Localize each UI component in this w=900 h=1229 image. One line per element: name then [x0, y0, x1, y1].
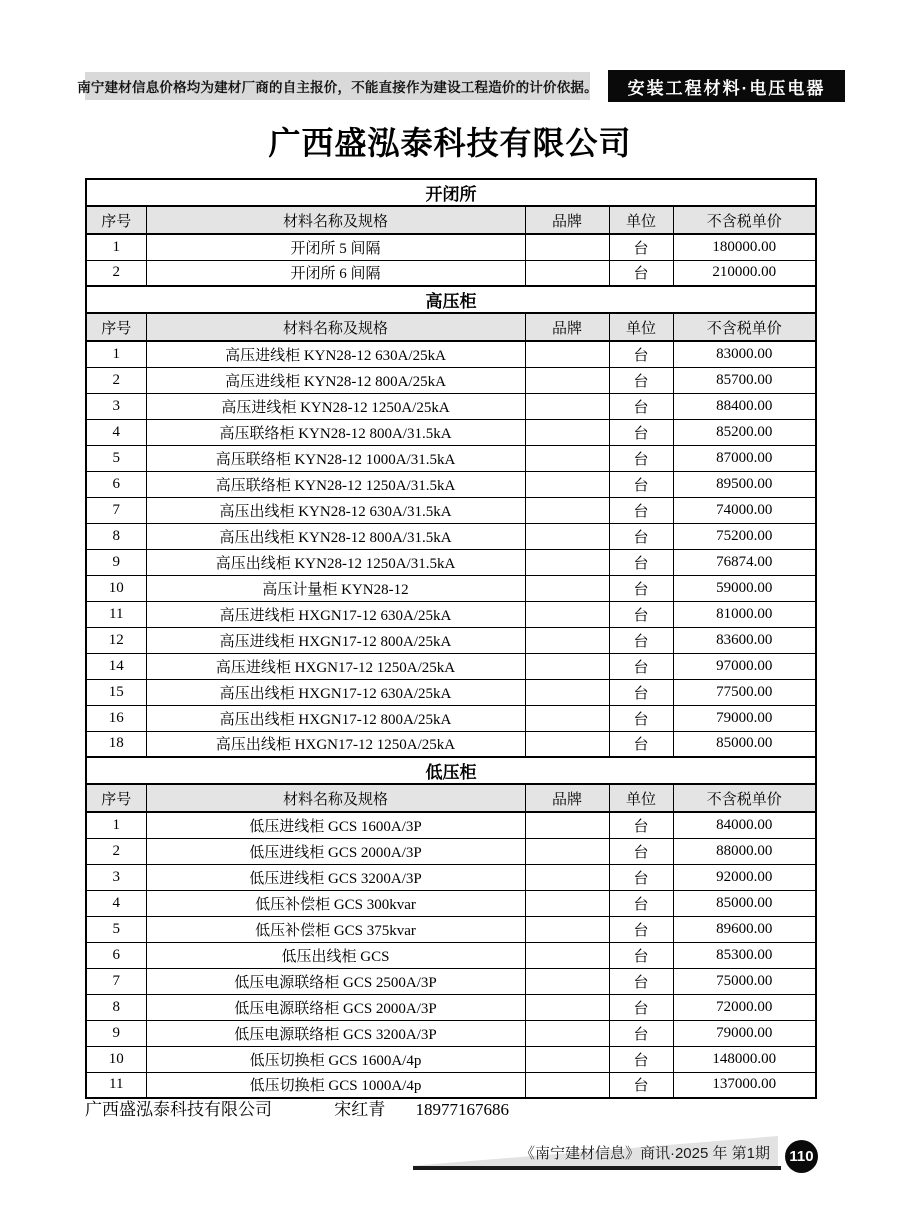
price-table-body — [86, 179, 816, 1098]
cell-material-name: 高压出线柜 HXGN17-12 800A/25kA — [146, 705, 525, 731]
cell-price: 83000.00 — [673, 341, 816, 367]
table-row — [86, 471, 816, 497]
cell-unit: 台 — [609, 812, 673, 838]
cell-brand — [525, 1046, 609, 1072]
cell-index: 12 — [86, 627, 146, 653]
cell-material-name: 开闭所 5 间隔 — [146, 234, 525, 260]
cell-price: 180000.00 — [673, 234, 816, 260]
section-title-row — [86, 179, 816, 206]
cell-unit: 台 — [609, 968, 673, 994]
cell-brand — [525, 968, 609, 994]
cell-material-name: 高压进线柜 KYN28-12 630A/25kA — [146, 341, 525, 367]
table-row — [86, 731, 816, 757]
cell-unit: 台 — [609, 864, 673, 890]
cell-material-name: 高压进线柜 KYN28-12 1250A/25kA — [146, 393, 525, 419]
cell-brand — [525, 942, 609, 968]
table-row — [86, 234, 816, 260]
cell-index: 18 — [86, 731, 146, 757]
cell-price: 75200.00 — [673, 523, 816, 549]
cell-material-name: 低压进线柜 GCS 3200A/3P — [146, 864, 525, 890]
cell-index: 16 — [86, 705, 146, 731]
table-row — [86, 994, 816, 1020]
cell-brand — [525, 341, 609, 367]
cell-unit: 台 — [609, 731, 673, 757]
table-row — [86, 864, 816, 890]
cell-index: 8 — [86, 994, 146, 1020]
column-header: 序号 — [86, 313, 146, 341]
cell-unit: 台 — [609, 497, 673, 523]
cell-unit: 台 — [609, 341, 673, 367]
cell-price: 88400.00 — [673, 393, 816, 419]
cell-material-name: 高压联络柜 KYN28-12 800A/31.5kA — [146, 419, 525, 445]
cell-price: 76874.00 — [673, 549, 816, 575]
cell-brand — [525, 367, 609, 393]
cell-material-name: 高压进线柜 HXGN17-12 630A/25kA — [146, 601, 525, 627]
cell-unit: 台 — [609, 393, 673, 419]
page-title: 广西盛泓泰科技有限公司 — [268, 125, 632, 161]
cell-index: 1 — [86, 234, 146, 260]
section-title-row — [86, 757, 816, 784]
cell-index: 10 — [86, 1046, 146, 1072]
cell-brand — [525, 864, 609, 890]
cell-brand — [525, 994, 609, 1020]
price-table — [85, 178, 817, 1099]
cell-brand — [525, 679, 609, 705]
cell-material-name: 高压进线柜 KYN28-12 800A/25kA — [146, 367, 525, 393]
column-header: 单位 — [609, 784, 673, 812]
cell-material-name: 高压出线柜 KYN28-12 630A/31.5kA — [146, 497, 525, 523]
table-row — [86, 1046, 816, 1072]
cell-material-name: 低压切换柜 GCS 1000A/4p — [146, 1072, 525, 1098]
cell-index: 2 — [86, 260, 146, 286]
table-row — [86, 549, 816, 575]
cell-unit: 台 — [609, 260, 673, 286]
cell-unit: 台 — [609, 471, 673, 497]
cell-price: 79000.00 — [673, 705, 816, 731]
table-row — [86, 445, 816, 471]
cell-unit: 台 — [609, 942, 673, 968]
cell-brand — [525, 627, 609, 653]
cell-price: 148000.00 — [673, 1046, 816, 1072]
cell-price: 74000.00 — [673, 497, 816, 523]
cell-index: 6 — [86, 942, 146, 968]
cell-material-name: 高压出线柜 KYN28-12 800A/31.5kA — [146, 523, 525, 549]
cell-unit: 台 — [609, 367, 673, 393]
cell-index: 6 — [86, 471, 146, 497]
table-row — [86, 838, 816, 864]
cell-brand — [525, 497, 609, 523]
cell-unit: 台 — [609, 838, 673, 864]
cell-brand — [525, 549, 609, 575]
page-number: 110 — [789, 1148, 814, 1165]
cell-index: 4 — [86, 890, 146, 916]
cell-brand — [525, 419, 609, 445]
table-row — [86, 367, 816, 393]
cell-brand — [525, 705, 609, 731]
contact-person: 宋红青 — [334, 1100, 386, 1119]
cell-material-name: 高压出线柜 HXGN17-12 1250A/25kA — [146, 731, 525, 757]
cell-unit: 台 — [609, 1072, 673, 1098]
page-number-badge — [785, 1140, 818, 1173]
disclaimer-text: 南宁建材信息价格均为建材厂商的自主报价，不能直接作为建设工程造价的计价依据。 — [77, 80, 598, 95]
cell-price: 88000.00 — [673, 838, 816, 864]
cell-index: 3 — [86, 864, 146, 890]
table-row — [86, 890, 816, 916]
cell-material-name: 高压联络柜 KYN28-12 1000A/31.5kA — [146, 445, 525, 471]
cell-unit: 台 — [609, 994, 673, 1020]
cell-unit: 台 — [609, 1046, 673, 1072]
column-header: 不含税单价 — [673, 313, 816, 341]
cell-price: 92000.00 — [673, 864, 816, 890]
cell-index: 1 — [86, 341, 146, 367]
table-row — [86, 419, 816, 445]
cell-price: 84000.00 — [673, 812, 816, 838]
table-row — [86, 627, 816, 653]
cell-index: 9 — [86, 549, 146, 575]
contact-line — [85, 1095, 815, 1119]
column-header-row — [86, 206, 816, 234]
cell-index: 1 — [86, 812, 146, 838]
column-header: 不含税单价 — [673, 784, 816, 812]
contact-phone: 18977167686 — [415, 1100, 509, 1119]
column-header: 品牌 — [525, 784, 609, 812]
column-header: 序号 — [86, 206, 146, 234]
cell-material-name: 低压进线柜 GCS 2000A/3P — [146, 838, 525, 864]
cell-material-name: 高压出线柜 KYN28-12 1250A/31.5kA — [146, 549, 525, 575]
cell-brand — [525, 471, 609, 497]
cell-material-name: 低压补偿柜 GCS 300kvar — [146, 890, 525, 916]
column-header: 单位 — [609, 206, 673, 234]
cell-material-name: 开闭所 6 间隔 — [146, 260, 525, 286]
cell-material-name: 高压联络柜 KYN28-12 1250A/31.5kA — [146, 471, 525, 497]
cell-brand — [525, 523, 609, 549]
cell-price: 59000.00 — [673, 575, 816, 601]
cell-brand — [525, 838, 609, 864]
cell-unit: 台 — [609, 549, 673, 575]
cell-brand — [525, 575, 609, 601]
cell-index: 7 — [86, 497, 146, 523]
cell-index: 11 — [86, 1072, 146, 1098]
table-row — [86, 705, 816, 731]
cell-material-name: 高压计量柜 KYN28-12 — [146, 575, 525, 601]
column-header-row — [86, 784, 816, 812]
cell-index: 14 — [86, 653, 146, 679]
column-header: 品牌 — [525, 313, 609, 341]
contact-company: 广西盛泓泰科技有限公司 — [85, 1100, 272, 1119]
cell-material-name: 高压出线柜 HXGN17-12 630A/25kA — [146, 679, 525, 705]
cell-index: 11 — [86, 601, 146, 627]
cell-price: 85000.00 — [673, 890, 816, 916]
cell-index: 4 — [86, 419, 146, 445]
cell-price: 89500.00 — [673, 471, 816, 497]
cell-price: 77500.00 — [673, 679, 816, 705]
cell-index: 7 — [86, 968, 146, 994]
cell-unit: 台 — [609, 575, 673, 601]
cell-index: 2 — [86, 838, 146, 864]
cell-unit: 台 — [609, 523, 673, 549]
cell-brand — [525, 653, 609, 679]
table-row — [86, 260, 816, 286]
section-title: 高压柜 — [86, 286, 816, 313]
cell-brand — [525, 260, 609, 286]
cell-price: 85300.00 — [673, 942, 816, 968]
cell-price: 85700.00 — [673, 367, 816, 393]
table-row — [86, 575, 816, 601]
cell-unit: 台 — [609, 890, 673, 916]
cell-index: 15 — [86, 679, 146, 705]
category-text: 安装工程材料·电压电器 — [627, 78, 826, 98]
cell-brand — [525, 234, 609, 260]
cell-price: 83600.00 — [673, 627, 816, 653]
table-row — [86, 601, 816, 627]
cell-material-name: 低压电源联络柜 GCS 3200A/3P — [146, 1020, 525, 1046]
cell-unit: 台 — [609, 601, 673, 627]
cell-brand — [525, 916, 609, 942]
cell-index: 3 — [86, 393, 146, 419]
table-row — [86, 497, 816, 523]
section-title: 低压柜 — [86, 757, 816, 784]
footer-rule — [413, 1166, 781, 1170]
cell-unit: 台 — [609, 234, 673, 260]
cell-price: 97000.00 — [673, 653, 816, 679]
cell-index: 5 — [86, 916, 146, 942]
table-row — [86, 916, 816, 942]
column-header: 不含税单价 — [673, 206, 816, 234]
cell-price: 87000.00 — [673, 445, 816, 471]
cell-brand — [525, 812, 609, 838]
cell-material-name: 低压电源联络柜 GCS 2000A/3P — [146, 994, 525, 1020]
column-header-row — [86, 313, 816, 341]
cell-unit: 台 — [609, 679, 673, 705]
cell-brand — [525, 445, 609, 471]
cell-material-name: 高压进线柜 HXGN17-12 1250A/25kA — [146, 653, 525, 679]
table-row — [86, 523, 816, 549]
column-header: 材料名称及规格 — [146, 784, 525, 812]
disclaimer-banner — [77, 72, 598, 100]
cell-price: 210000.00 — [673, 260, 816, 286]
column-header: 材料名称及规格 — [146, 313, 525, 341]
cell-brand — [525, 601, 609, 627]
column-header: 单位 — [609, 313, 673, 341]
cell-brand — [525, 1020, 609, 1046]
cell-price: 81000.00 — [673, 601, 816, 627]
price-table-container — [85, 178, 815, 1099]
cell-material-name: 低压进线柜 GCS 1600A/3P — [146, 812, 525, 838]
cell-price: 79000.00 — [673, 1020, 816, 1046]
cell-unit: 台 — [609, 1020, 673, 1046]
column-header: 品牌 — [525, 206, 609, 234]
column-header: 序号 — [86, 784, 146, 812]
cell-brand — [525, 393, 609, 419]
cell-index: 10 — [86, 575, 146, 601]
cell-brand — [525, 731, 609, 757]
column-header: 材料名称及规格 — [146, 206, 525, 234]
cell-material-name: 低压切换柜 GCS 1600A/4p — [146, 1046, 525, 1072]
cell-unit: 台 — [609, 916, 673, 942]
table-row — [86, 968, 816, 994]
cell-material-name: 低压补偿柜 GCS 375kvar — [146, 916, 525, 942]
table-row — [86, 942, 816, 968]
cell-price: 72000.00 — [673, 994, 816, 1020]
table-row — [86, 679, 816, 705]
cell-brand — [525, 890, 609, 916]
cell-index: 9 — [86, 1020, 146, 1046]
cell-price: 137000.00 — [673, 1072, 816, 1098]
footer-issue-text: 《南宁建材信息》商讯·2025 年 第1期 — [519, 1145, 770, 1162]
cell-unit: 台 — [609, 627, 673, 653]
cell-price: 85000.00 — [673, 731, 816, 757]
section-title: 开闭所 — [86, 179, 816, 206]
table-row — [86, 653, 816, 679]
cell-price: 75000.00 — [673, 968, 816, 994]
cell-index: 5 — [86, 445, 146, 471]
section-title-row — [86, 286, 816, 313]
cell-unit: 台 — [609, 445, 673, 471]
cell-material-name: 低压电源联络柜 GCS 2500A/3P — [146, 968, 525, 994]
cell-unit: 台 — [609, 419, 673, 445]
cell-material-name: 高压进线柜 HXGN17-12 800A/25kA — [146, 627, 525, 653]
cell-index: 8 — [86, 523, 146, 549]
category-badge — [608, 70, 845, 102]
cell-unit: 台 — [609, 653, 673, 679]
top-notice-bar — [77, 70, 845, 102]
table-row — [86, 812, 816, 838]
cell-price: 89600.00 — [673, 916, 816, 942]
cell-price: 85200.00 — [673, 419, 816, 445]
cell-material-name: 低压出线柜 GCS — [146, 942, 525, 968]
cell-index: 2 — [86, 367, 146, 393]
cell-unit: 台 — [609, 705, 673, 731]
table-row — [86, 393, 816, 419]
table-row — [86, 1020, 816, 1046]
table-row — [86, 341, 816, 367]
